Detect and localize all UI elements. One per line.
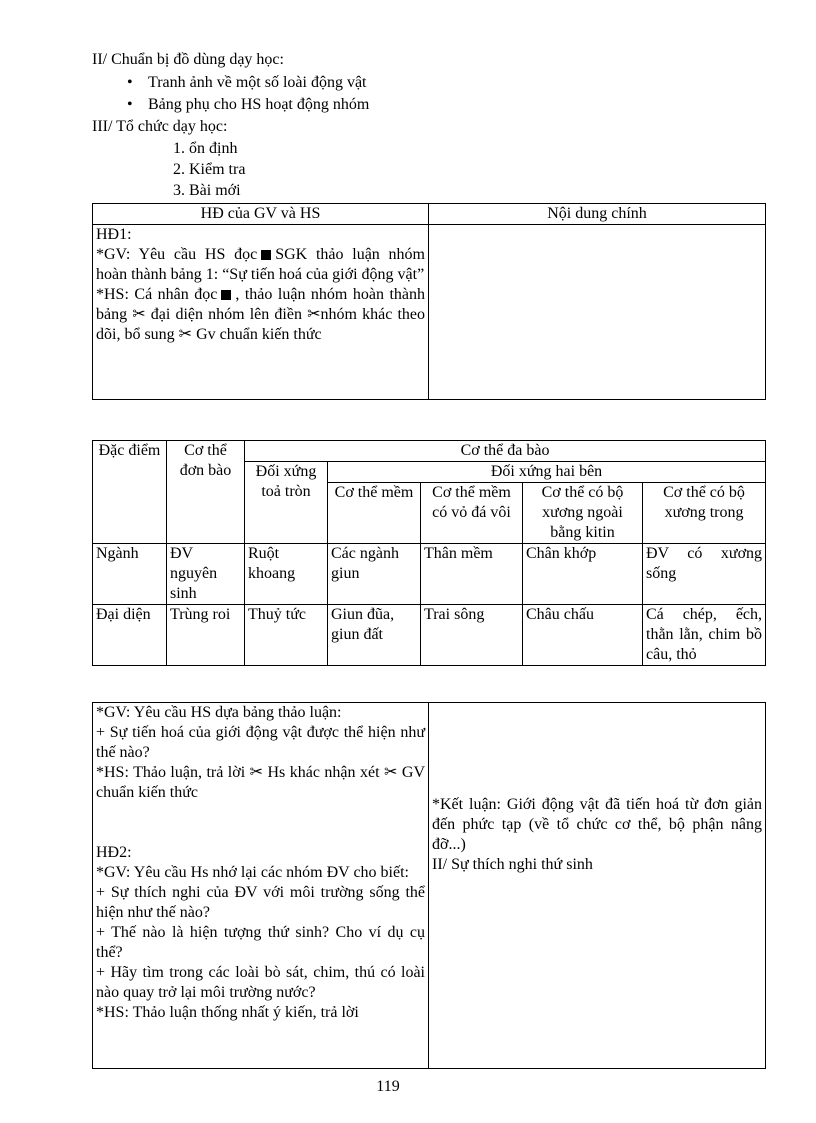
table-cell: Trai sông: [421, 605, 523, 666]
table-cell: Châu chấu: [523, 605, 643, 666]
black-square-icon: [261, 250, 271, 260]
black-square-icon: [221, 290, 231, 300]
page-number: 119: [376, 1078, 400, 1095]
activity-table-2: [92, 702, 766, 1069]
table-cell: Ruột khoang: [245, 544, 328, 605]
table-row: [93, 605, 766, 666]
header-activities: HĐ của GV và HS: [93, 204, 429, 225]
activity-label: HĐ1:: [96, 226, 132, 243]
instruction-text: *GV: Yêu cầu HS đọc: [96, 246, 258, 263]
content-cell: [429, 225, 766, 400]
step-item: 2. Kiểm tra: [173, 161, 246, 178]
student-text: *HS: Cá nhân đọc: [96, 286, 218, 303]
table-cell: Chân khớp: [523, 544, 643, 605]
text-line: + Hãy tìm trong các loài bò sát, chim, thú có loài nào quay trở lại môi trường nước?: [96, 964, 425, 1001]
header-multi-cell: Cơ thể đa bào: [245, 441, 766, 462]
table-cell: Thuỷ tức: [245, 605, 328, 666]
table-cell: Cá chép, ếch, thằn lằn, chim bồ câu, thỏ: [643, 605, 766, 666]
text-line: *HS: Thảo luận thống nhất ý kiến, trả lời: [96, 1004, 359, 1021]
table-cell: Các ngành giun: [328, 544, 421, 605]
section-3-heading: III/ Tổ chức dạy học:: [92, 118, 228, 135]
header-main-content: Nội dung chính: [429, 204, 766, 225]
text-line: + Thế nào là hiện tượng thứ sinh? Cho ví dụ cụ thể?: [96, 924, 425, 961]
section-subheading: II/ Sự thích nghi thứ sinh: [432, 856, 593, 873]
evolution-table: [92, 440, 766, 666]
header-exoskeleton: Cơ thể có bộ xương ngoài bằng kitin: [523, 483, 643, 544]
instruction-text: SGK thảo luận nhóm hoàn thành bảng 1: “Sự tiến hoá của giới động vật”: [96, 246, 426, 283]
table-row: [93, 544, 766, 605]
student-text: , thảo luận nhóm hoàn thành bảng ✂ đại diện nhóm lên điền ✂nhóm khác theo dõi, bổ sung ✂ Gv chuẩn kiến thức: [96, 286, 426, 343]
header-radial: Đối xứng toả tròn: [245, 462, 328, 544]
step-item: 3. Bài mới: [173, 182, 241, 199]
activity-label: HĐ2:: [96, 844, 132, 861]
text-line: + Sự tiến hoá của giới động vật được thể hiện như thế nào?: [96, 724, 425, 761]
header-feature: Đặc điểm: [93, 441, 167, 544]
text-line: *GV: Yêu cầu Hs nhớ lại các nhóm ĐV cho biết:: [96, 864, 409, 881]
bullet-item: • Tranh ảnh về một số loài động vật: [148, 73, 367, 93]
table-cell: Đại diện: [93, 605, 167, 666]
table-cell: ĐV có xương sống: [643, 544, 766, 605]
section-2-heading: II/ Chuẩn bị đồ dùng dạy học:: [92, 51, 284, 68]
header-single-cell: Cơ thể đơn bào: [167, 441, 245, 544]
table-cell: Giun đũa, giun đất: [328, 605, 421, 666]
step-item: 1. ổn định: [173, 140, 238, 157]
conclusion-text: *Kết luận: Giới động vật đã tiến hoá từ đơn giản đến phức tạp (về tổ chức cơ thể, bộ phận nâng đỡ...): [432, 796, 762, 853]
text-line: + Sự thích nghi của ĐV với môi trường sống thể hiện như thế nào?: [96, 884, 425, 921]
header-endoskeleton: Cơ thể có bộ xương trong: [643, 483, 766, 544]
bullet-item: • Bảng phụ cho HS hoạt động nhóm: [148, 95, 369, 115]
header-shell-body: Cơ thể mềm có vỏ đá vôi: [421, 483, 523, 544]
content-cell: [429, 703, 766, 1069]
text-line: *GV: Yêu cầu HS dựa bảng thảo luận:: [96, 704, 342, 721]
table-cell: Ngành: [93, 544, 167, 605]
text-line: *HS: Thảo luận, trả lời ✂ Hs khác nhận xét ✂ GV chuẩn kiến thức: [96, 764, 425, 801]
header-soft-body: Cơ thể mềm: [328, 483, 421, 544]
header-bilateral: Đối xứng hai bên: [328, 462, 766, 483]
table-cell: ĐV nguyên sinh: [167, 544, 245, 605]
table-cell: Thân mềm: [421, 544, 523, 605]
activity-cell: [93, 225, 429, 400]
activity-cell: [93, 703, 429, 1069]
table-cell: Trùng roi: [167, 605, 245, 666]
activity-table-1: [92, 203, 766, 400]
